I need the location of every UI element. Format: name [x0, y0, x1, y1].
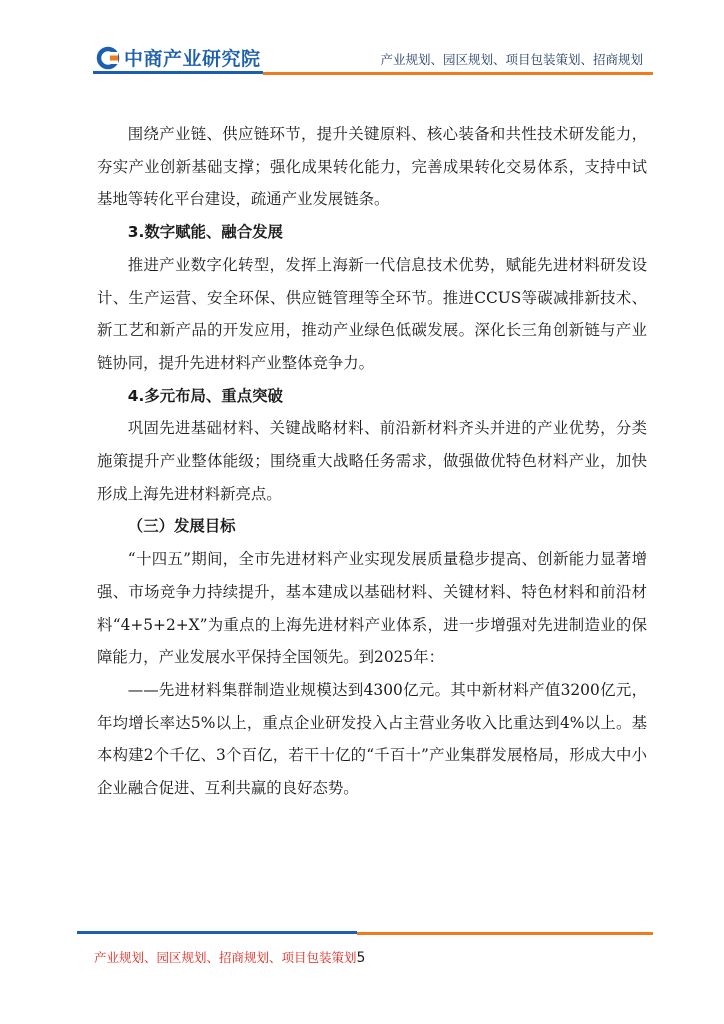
logo-text: 中商产业研究院: [124, 48, 261, 70]
brand-logo: [96, 44, 261, 71]
header-tagline: 产业规划、园区规划、项目包装策划、招商规划: [380, 52, 643, 67]
footer-tagline: 产业规划、园区规划、招商规划、项目包装策划: [94, 950, 357, 965]
brand-mark-icon: [96, 46, 120, 70]
page-number: 5: [356, 950, 366, 966]
header-rule-orange: [263, 72, 653, 75]
section-heading: （三）发展目标: [127, 517, 236, 536]
page-header: [0, 0, 724, 82]
footer-rule-orange: [357, 932, 653, 935]
page-footer: [94, 948, 365, 966]
header-rule-blue: [93, 71, 263, 74]
paragraph: “十四五”期间，全市先进材料产业实现发展质量稳步提高、创新能力显著增强、市场竞争力持续提升，基本建成以基础材料、关键材料、特色材料和前沿材料“4+5+2+X”为重点的上海先进材料产业体系，进一步增强对先进制造业的保障能力，产业发展水平保持全国领先。到2025年：: [97, 550, 647, 667]
document-body: [97, 118, 647, 805]
section-heading: 4.多元布局、重点突破: [127, 386, 283, 405]
footer-rule-blue: [77, 931, 357, 934]
paragraph: 推进产业数字化转型，发挥上海新一代信息技术优势，赋能先进材料研发设计、生产运营、安全环保、供应链管理等全环节。推进CCUS等碳减排新技术、新工艺和新产品的开发应用，推动产业绿色低碳发展。深化长三角创新链与产业链协同，提升先进材料产业整体竞争力。: [97, 255, 647, 372]
paragraph: 围绕产业链、供应链环节，提升关键原料、核心装备和共性技术研发能力，夯实产业创新基础支撑；强化成果转化能力，完善成果转化交易体系，支持中试基地等转化平台建设，疏通产业发展链条。: [97, 125, 647, 209]
paragraph: ——先进材料集群制造业规模达到4300亿元。其中新材料产值3200亿元，年均增长率达5%以上，重点企业研发投入占主营业务收入比重达到4%以上。基本构建2个千亿、3个百亿，若干十亿的“千百十”产业集群发展格局，形成大中小企业融合促进、互利共赢的良好态势。: [97, 680, 647, 798]
paragraph: 巩固先进基础材料、关键战略材料、前沿新材料齐头并进的产业优势，分类施策提升产业整体能级；围绕重大战略任务需求，做强做优特色材料产业，加快形成上海先进材料新亮点。: [97, 419, 647, 503]
section-heading: 3.数字赋能、融合发展: [127, 223, 283, 242]
